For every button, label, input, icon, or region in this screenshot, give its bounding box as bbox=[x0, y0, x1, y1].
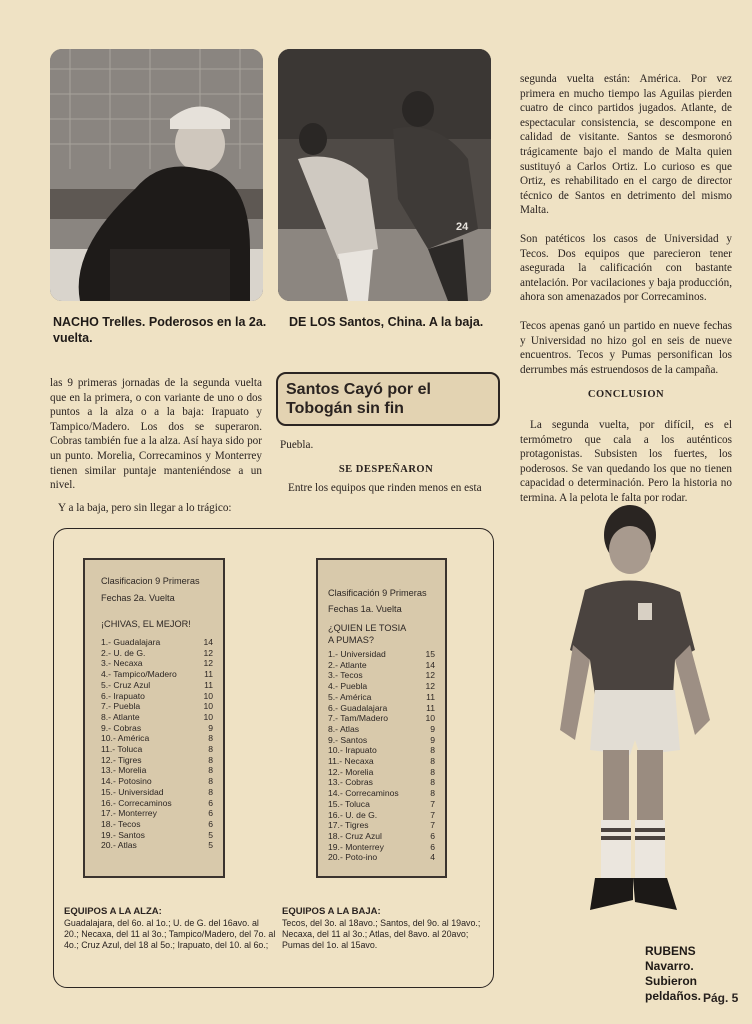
table-row bbox=[101, 701, 213, 712]
table-row bbox=[101, 819, 213, 830]
team-points: 12 bbox=[425, 681, 435, 692]
footnote-baja-title: EQUIPOS A LA BAJA: bbox=[282, 906, 381, 917]
table-row bbox=[328, 745, 435, 756]
team-points: 12 bbox=[203, 658, 213, 669]
team-points: 5 bbox=[208, 840, 213, 851]
table-right-title-1: Clasificación 9 Primeras bbox=[328, 588, 427, 598]
table-row bbox=[328, 670, 435, 681]
team-name: 15.- Toluca bbox=[328, 798, 370, 809]
paragraph-conclusion: La segunda vuelta, por difícil, es el termómetro que cala a los auténticos protagonistas. Subsisten los fuertes, los poderosos. Se van quedando los que no tienen capacidad o determinación. Pero la historia no termina. A la pelota le falta por rodar. bbox=[520, 419, 732, 504]
team-points: 8 bbox=[430, 766, 435, 777]
page-number: Pág. 5 bbox=[703, 991, 739, 1005]
team-name: 5.- América bbox=[328, 691, 372, 702]
table-row bbox=[101, 733, 213, 744]
table-row bbox=[328, 777, 435, 788]
team-points: 10 bbox=[203, 711, 213, 722]
table-right-tagline-1: ¿QUIEN LE TOSIA bbox=[328, 623, 407, 633]
team-name: 18.- Cruz Azul bbox=[328, 830, 382, 841]
team-points: 7 bbox=[430, 809, 435, 820]
team-points: 8 bbox=[208, 776, 213, 787]
team-points: 11 bbox=[426, 702, 435, 713]
table-row bbox=[328, 852, 435, 863]
footnote-baja bbox=[282, 906, 488, 951]
table-row bbox=[101, 787, 213, 798]
team-points: 6 bbox=[208, 797, 213, 808]
team-name: 11.- Toluca bbox=[101, 744, 143, 755]
table-first-round bbox=[316, 558, 447, 878]
team-points: 11 bbox=[204, 669, 213, 680]
team-points: 15 bbox=[425, 649, 435, 659]
table-row bbox=[328, 842, 435, 853]
team-name: 7.- Tam/Madero bbox=[328, 713, 389, 724]
caption-rubens-navarro: RUBENS Navarro. Subieron peldaños. bbox=[645, 944, 702, 1003]
table-left-rows bbox=[101, 637, 213, 851]
team-points: 10 bbox=[203, 701, 213, 712]
caption-de-los-santos: DE LOS Santos, China. A la baja. bbox=[289, 315, 484, 329]
table-left-title-1: Clasificacion 9 Primeras bbox=[101, 576, 200, 586]
table-row bbox=[101, 712, 213, 723]
team-name: 3.- Necaxa bbox=[101, 658, 143, 669]
table-right-rows bbox=[328, 649, 435, 863]
table-row bbox=[328, 649, 435, 660]
table-row bbox=[101, 798, 213, 809]
table-row bbox=[101, 648, 213, 659]
team-name: 20.- Atlas bbox=[101, 840, 137, 851]
team-points: 14 bbox=[425, 659, 435, 670]
footnote-alza bbox=[64, 906, 276, 951]
article-center-column bbox=[280, 438, 492, 496]
team-name: 13.- Cobras bbox=[328, 777, 373, 788]
table-row bbox=[328, 820, 435, 831]
paragraph-left-top: las 9 primeras jornadas de la segunda vuelta que en la primera, o con variante de uno o dos puntos a la alza o a la baja: Irapuato y Tampico/Madero. Los dos se superaron. Cobras también fue a la alza. Así haya sido por un punto. Morelia, Correcaminos y Monterrey tienen similar puntaje manteniéndose a un nivel. bbox=[50, 377, 262, 492]
table-right-title-2: Fechas 1a. Vuelta bbox=[328, 604, 402, 614]
team-name: 9.- Cobras bbox=[101, 722, 142, 733]
team-points: 6 bbox=[430, 830, 435, 841]
team-name: 20.- Poto-ino bbox=[328, 852, 378, 863]
team-points: 6 bbox=[430, 841, 435, 852]
team-points: 12 bbox=[203, 647, 213, 658]
table-row bbox=[101, 840, 213, 851]
table-row bbox=[328, 703, 435, 714]
table-right-tagline-2: A PUMAS? bbox=[328, 635, 374, 645]
team-name: 7.- Puebla bbox=[101, 701, 141, 712]
table-row bbox=[101, 669, 213, 680]
team-name: 9.- Santos bbox=[328, 734, 368, 745]
team-name: 19.- Monterrey bbox=[328, 841, 384, 852]
team-points: 8 bbox=[430, 777, 435, 788]
table-row bbox=[328, 692, 435, 703]
table-row bbox=[101, 776, 213, 787]
photo-rubens-navarro bbox=[545, 500, 735, 940]
team-points: 5 bbox=[208, 829, 213, 840]
photo-de-los-santos bbox=[278, 49, 491, 301]
subhead-se-despenaron: SE DESPEÑARON bbox=[338, 463, 434, 475]
team-points: 14 bbox=[203, 637, 213, 647]
team-name: 12.- Morelia bbox=[328, 766, 374, 777]
team-points: 8 bbox=[208, 754, 213, 765]
table-row bbox=[328, 660, 435, 671]
team-points: 7 bbox=[430, 798, 435, 809]
team-points: 8 bbox=[430, 788, 435, 799]
paragraph-entre-equipos: Entre los equipos que rinden menos en esta bbox=[288, 482, 482, 495]
team-name: 10.- América bbox=[101, 733, 150, 744]
footnote-baja-text: Tecos, del 3o. al 18avo.; Santos, del 9o. al 19avo.; Necaxa, del 11 al 3o.; Atlas, del 8avo. al 20avo; Pumas del 1o. al 15avo. bbox=[282, 918, 481, 950]
team-points: 9 bbox=[430, 734, 435, 745]
team-points: 9 bbox=[430, 723, 435, 734]
team-points: 11 bbox=[204, 679, 213, 690]
team-name: 3.- Tecos bbox=[328, 670, 363, 681]
paragraph-america: segunda vuelta están: América. Por vez primera en mucho tiempo las Aguilas pierden cuatro de cinco partidos jugados. Atlante, de espectacular consistencia, se descompone en calidad de visitante. Santos se desmoronó trágicamente bajo el mando de Malta quien sustituyó a Carlos Ortiz. Lo curioso es que Ortiz, es rehabilitado en el cargo de director técnico de Santos en detrimento del mismo Malta. bbox=[520, 73, 732, 217]
team-name: 19.- Santos bbox=[101, 829, 145, 840]
team-name: 2.- Atlante bbox=[328, 659, 367, 670]
table-row bbox=[328, 756, 435, 767]
team-points: 6 bbox=[208, 808, 213, 819]
table-row bbox=[101, 744, 213, 755]
team-name: 11.- Necaxa bbox=[328, 756, 374, 767]
table-row bbox=[101, 658, 213, 669]
team-name: 6.- Guadalajara bbox=[328, 702, 388, 713]
table-row bbox=[328, 681, 435, 692]
table-second-round bbox=[83, 558, 225, 878]
team-points: 8 bbox=[208, 744, 213, 755]
footnote-alza-text: Guadalajara, del 6o. al 1o.; U. de G. del 16avo. al 20.; Necaxa, del 11 al 3o.; Tampico/Madero, del 7o. al 4o.; Cruz Azul, del 18 al 5o.; Irapuato, del 10. al 6o.; bbox=[64, 918, 276, 950]
team-name: 8.- Atlante bbox=[101, 711, 140, 722]
team-name: 16.- Correcaminos bbox=[101, 797, 172, 808]
table-row bbox=[101, 723, 213, 734]
article-right-column bbox=[520, 72, 732, 390]
team-name: 4.- Tampico/Madero bbox=[101, 669, 177, 680]
team-points: 4 bbox=[430, 852, 435, 863]
team-points: 10 bbox=[425, 713, 435, 724]
headline: Santos Cayó por el Tobogán sin fin bbox=[286, 381, 431, 417]
paragraph-universidad-tecos: Son patéticos los casos de Universidad y Tecos. Dos equipos que parecieron tener asegurada la calificación con bastante antelación. Por vacilaciones y baja producción, ahora son amenazados por Correcaminos. bbox=[520, 232, 732, 304]
team-name: 1.- Universidad bbox=[328, 649, 386, 659]
team-name: 18.- Tecos bbox=[101, 818, 141, 829]
table-row bbox=[101, 755, 213, 766]
team-points: 9 bbox=[208, 722, 213, 733]
photo-nacho-trelles bbox=[50, 49, 263, 301]
team-points: 12 bbox=[425, 670, 435, 681]
table-row bbox=[328, 788, 435, 799]
table-row bbox=[328, 831, 435, 842]
jersey-number: 24 bbox=[456, 221, 469, 233]
footnote-alza-title: EQUIPOS A LA ALZA: bbox=[64, 906, 162, 917]
team-name: 17.- Monterrey bbox=[101, 808, 157, 819]
table-row bbox=[328, 810, 435, 821]
table-row bbox=[328, 767, 435, 778]
team-name: 1.- Guadalajara bbox=[101, 637, 161, 647]
subhead-conclusion: CONCLUSION bbox=[587, 389, 665, 400]
paragraph-puebla: Puebla. bbox=[280, 439, 314, 451]
team-name: 17.- Tigres bbox=[328, 820, 369, 831]
table-row bbox=[328, 713, 435, 724]
table-row bbox=[101, 637, 213, 648]
team-points: 11 bbox=[426, 691, 435, 702]
team-name: 4.- Puebla bbox=[328, 681, 368, 692]
team-name: 6.- Irapuato bbox=[101, 690, 145, 701]
team-name: 12.- Tigres bbox=[101, 754, 142, 765]
team-points: 6 bbox=[208, 818, 213, 829]
team-name: 2.- U. de G. bbox=[101, 647, 146, 658]
table-row bbox=[328, 735, 435, 746]
paragraph-left-bottom: Y a la baja, pero sin llegar a lo trágico: bbox=[58, 501, 232, 514]
team-points: 8 bbox=[430, 756, 435, 767]
table-row bbox=[101, 765, 213, 776]
team-points: 10 bbox=[203, 690, 213, 701]
team-name: 15.- Universidad bbox=[101, 786, 164, 797]
team-points: 7 bbox=[430, 820, 435, 831]
caption-nacho-trelles: NACHO Trelles. Poderosos en la 2a. vuelta. bbox=[53, 315, 267, 345]
table-row bbox=[101, 808, 213, 819]
paragraph-tecos-pumas: Tecos apenas ganó un partido en nueve fechas y Universidad no hizo gol en seis de nueve encuentros. Tecos y Pumas personifican los derrumbes más estruendosos de la campaña. bbox=[520, 319, 732, 376]
team-name: 5.- Cruz Azul bbox=[101, 679, 151, 690]
team-name: 14.- Potosino bbox=[101, 776, 152, 787]
headline-box bbox=[276, 372, 500, 426]
team-name: 16.- U. de G. bbox=[328, 809, 378, 820]
team-points: 8 bbox=[208, 765, 213, 776]
table-row bbox=[328, 724, 435, 735]
table-row bbox=[101, 680, 213, 691]
team-name: 8.- Atlas bbox=[328, 723, 360, 734]
table-left-tagline: ¡CHIVAS, EL MEJOR! bbox=[101, 619, 191, 629]
team-name: 14.- Correcaminos bbox=[328, 788, 399, 799]
table-left-title-2: Fechas 2a. Vuelta bbox=[101, 593, 175, 603]
table-row bbox=[101, 830, 213, 841]
table-row bbox=[328, 799, 435, 810]
team-points: 8 bbox=[208, 786, 213, 797]
article-left-column bbox=[50, 376, 262, 528]
team-name: 10.- Irapuato bbox=[328, 745, 377, 756]
team-points: 8 bbox=[208, 733, 213, 744]
team-name: 13.- Morelia bbox=[101, 765, 147, 776]
table-row bbox=[101, 691, 213, 702]
team-points: 8 bbox=[430, 745, 435, 756]
